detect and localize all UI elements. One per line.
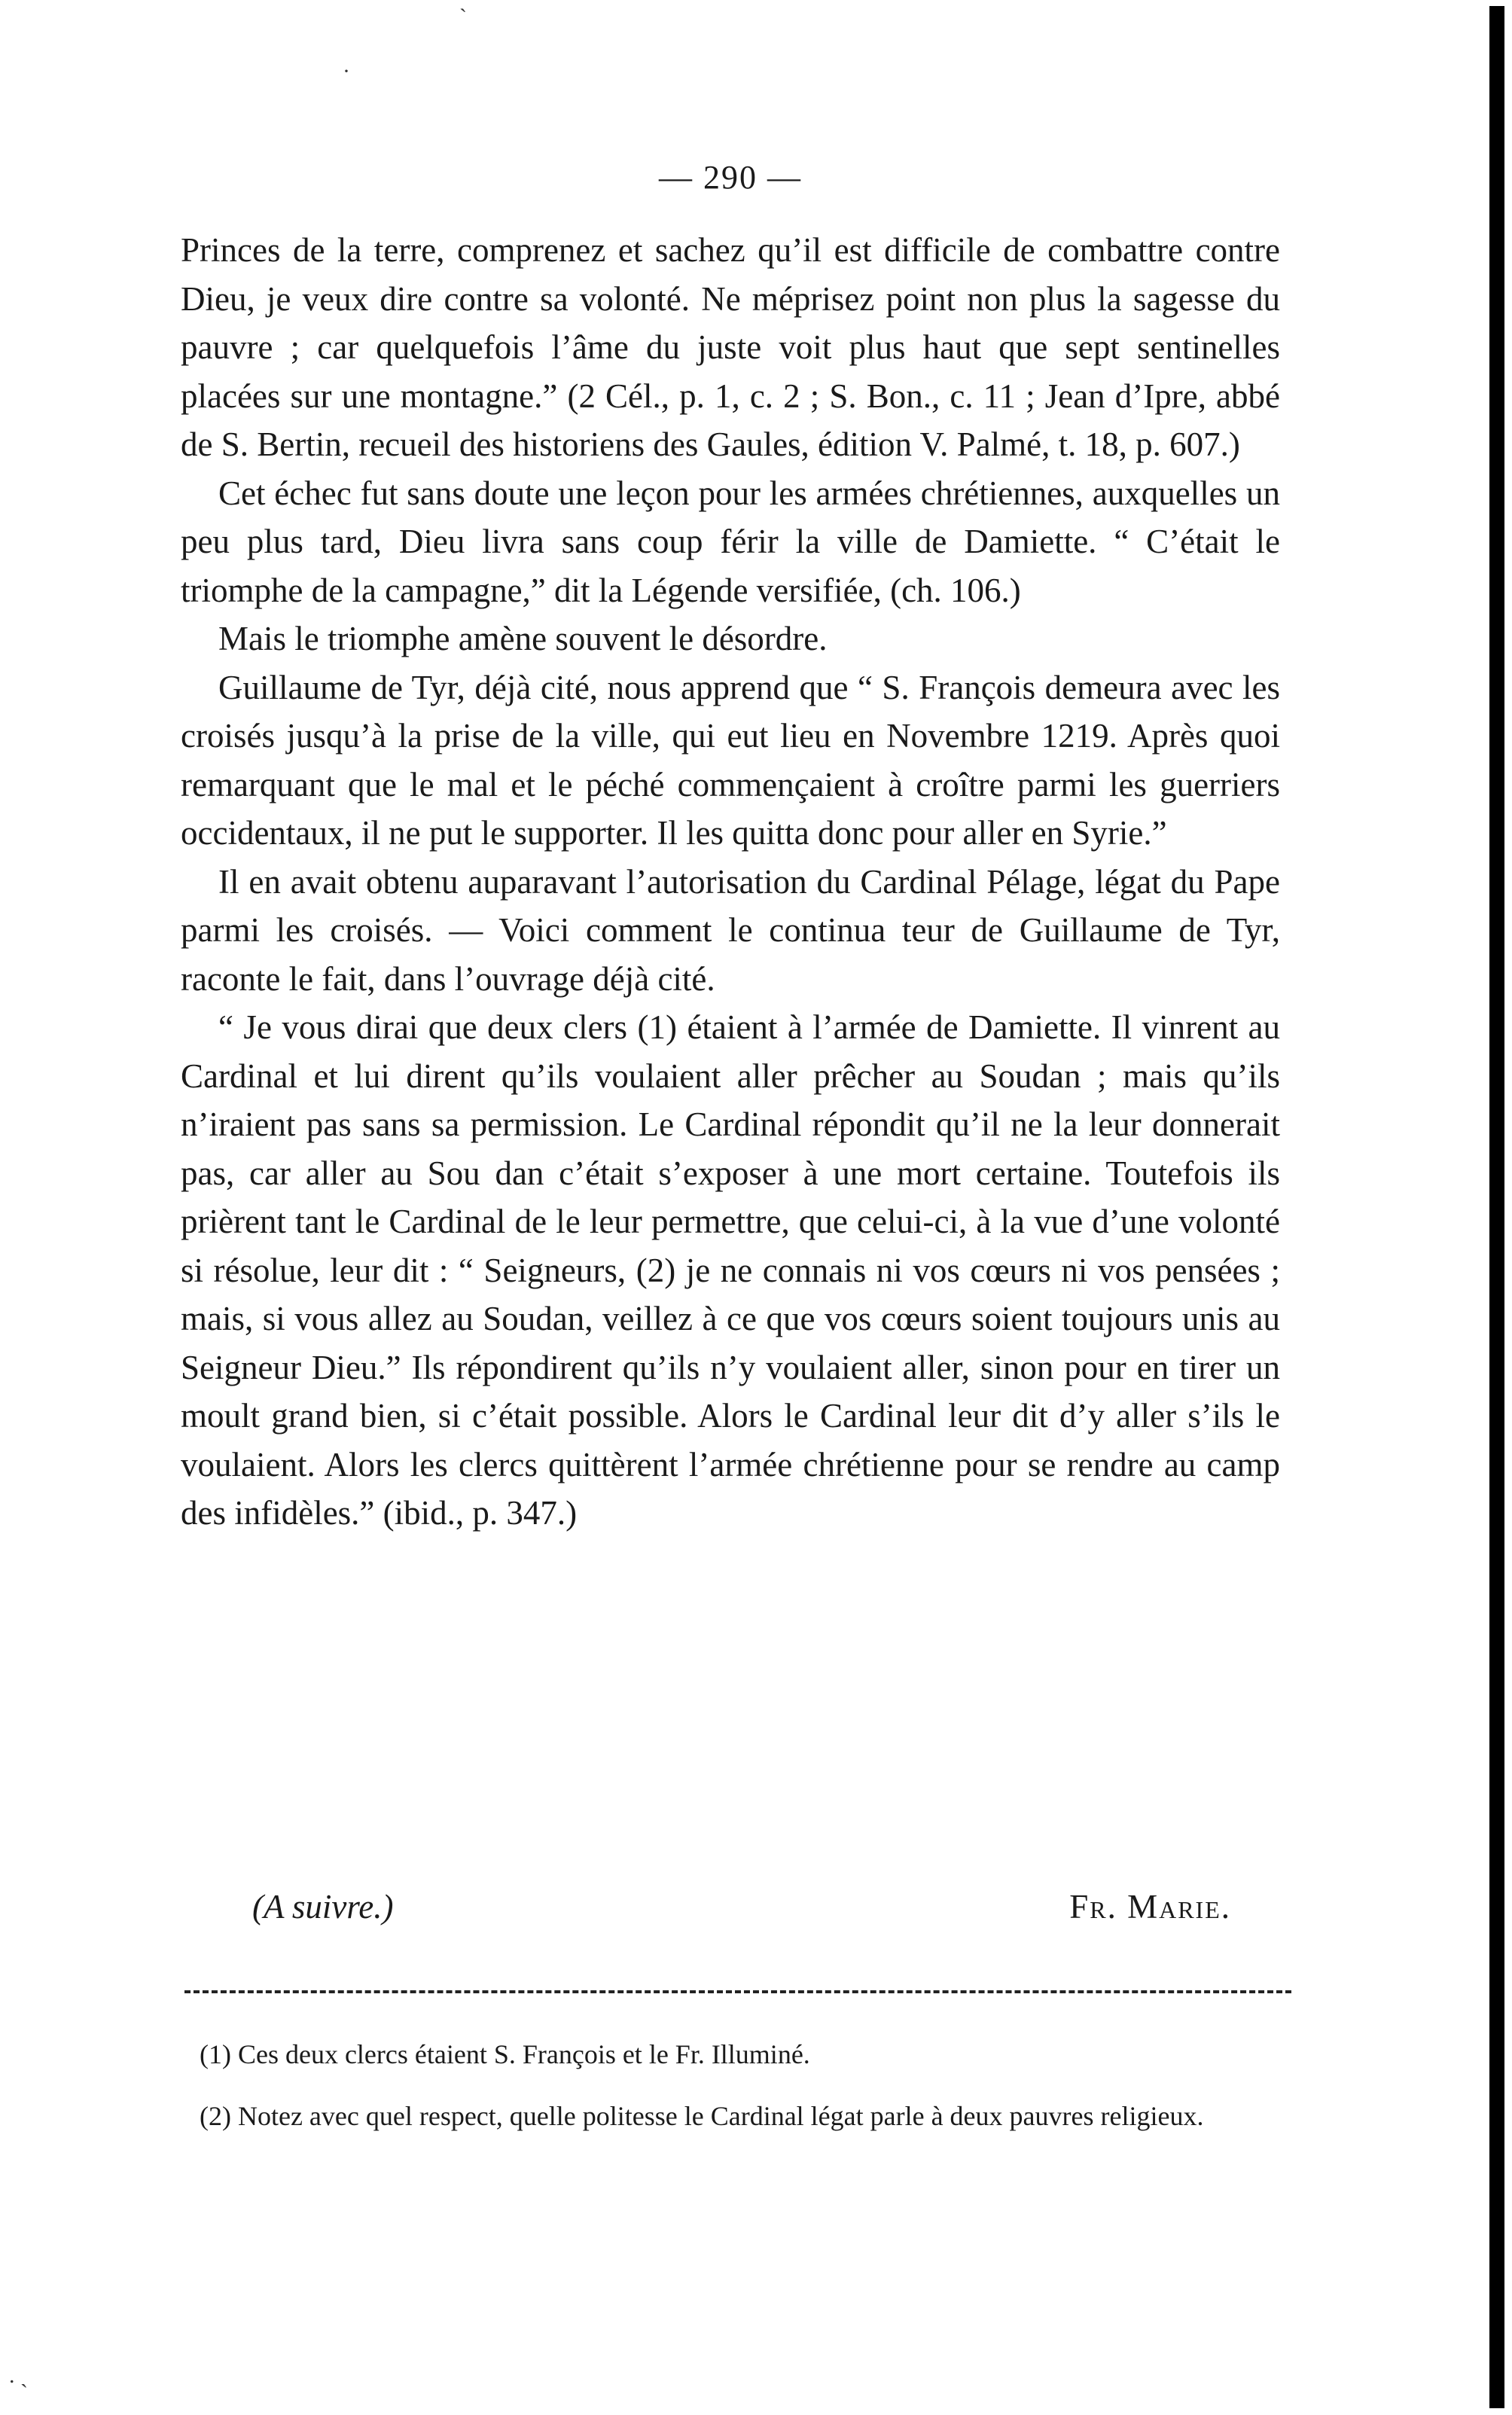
footnote: (2) Notez avec quel respect, quelle politesse le Cardinal légat parle à deux pauvres religieux. xyxy=(200,2101,1204,2131)
footnotes xyxy=(200,2033,1299,2157)
paragraph: Princes de la terre, comprenez et sachez qu’il est difficile de combattre contre Dieu, je veux dire contre sa volonté. Ne méprisez point non plus la sagesse du pauvre ; car quelquefois l’âme du juste voit plus haut que sept sentinelles placées sur une montagne.” (2 Cél., p. 1, c. 2 ; S. Bon., c. 11 ; Jean d’Ipre, abbé de S. Bertin, recueil des historiens des Gaules, édition V. Palmé, t. 18, p. 607.) xyxy=(181,231,1280,463)
page-edge-rule xyxy=(1489,6,1504,2408)
footnote-divider xyxy=(184,1990,1291,1993)
author-signature: Fr. Marie. xyxy=(1069,1888,1231,1926)
scan-speck: ˋ xyxy=(459,5,467,29)
page-number: — 290 — xyxy=(659,159,802,196)
scan-speck: · xyxy=(343,59,350,84)
footnote: (1) Ces deux clercs étaient S. François et le Fr. Illuminé. xyxy=(200,2039,810,2069)
paragraph: Cet échec fut sans doute une leçon pour les armées chrétiennes, auxquelles un peu plus tard, Dieu livra sans coup férir la ville de Damiette. “ C’était le triomphe de la campagne,” dit la Légende versifiée, (ch. 106.) xyxy=(181,474,1280,609)
signature-line xyxy=(252,1883,1231,1931)
paragraph: Mais le triomphe amène souvent le désordre. xyxy=(218,620,828,657)
paragraph: Guillaume de Tyr, déjà cité, nous apprend que “ S. François demeura avec les croisés jusqu’à la prise de la ville, qui eut lieu en Novembre 1219. Après quoi remarquant que le mal et le péché commençaient à croître parmi les guerriers occidentaux, il ne put le supporter. Il les quitta donc pour aller en Syrie.” xyxy=(181,668,1280,852)
body-text xyxy=(181,226,1280,1538)
scan-speck: . ˏ xyxy=(9,2363,28,2388)
paragraph: “ Je vous dirai que deux clers (1) étaient à l’armée de Damiette. Il vinrent au Cardinal et lui dirent qu’ils voulaient aller prêcher au Soudan ; mais qu’ils n’iraient pas sans sa permission. Le Cardinal répondit qu’il ne la leur donnerait pas, car aller au Sou dan c’était s’exposer à une mort certaine. Toutefois ils prièrent tant le Cardinal de le leur permettre, que celui-ci, à la vue d’une volonté si résolue, leur dit : “ Seigneurs, (2) je ne connais ni vos cœurs ni vos pensées ; mais, si vous allez au Soudan, veillez à ce que vos cœurs soient toujours unis au Seigneur Dieu.” Ils répondirent qu’ils n’y voulaient aller, sinon pour en tirer un moult grand bien, si c’était possible. Alors le Cardinal leur dit d’y aller s’ils le voulaient. Alors les clercs quittèrent l’armée chrétienne pour se rendre au camp des infidèles.” (ibid., p. 347.) xyxy=(181,1008,1280,1532)
paragraph: Il en avait obtenu auparavant l’autorisation du Cardinal Pélage, légat du Pape parmi les croisés. — Voici comment le continua teur de Guillaume de Tyr, raconte le fait, dans l’ouvrage déjà cité. xyxy=(181,862,1280,998)
to-be-continued: (A suivre.) xyxy=(252,1888,394,1926)
